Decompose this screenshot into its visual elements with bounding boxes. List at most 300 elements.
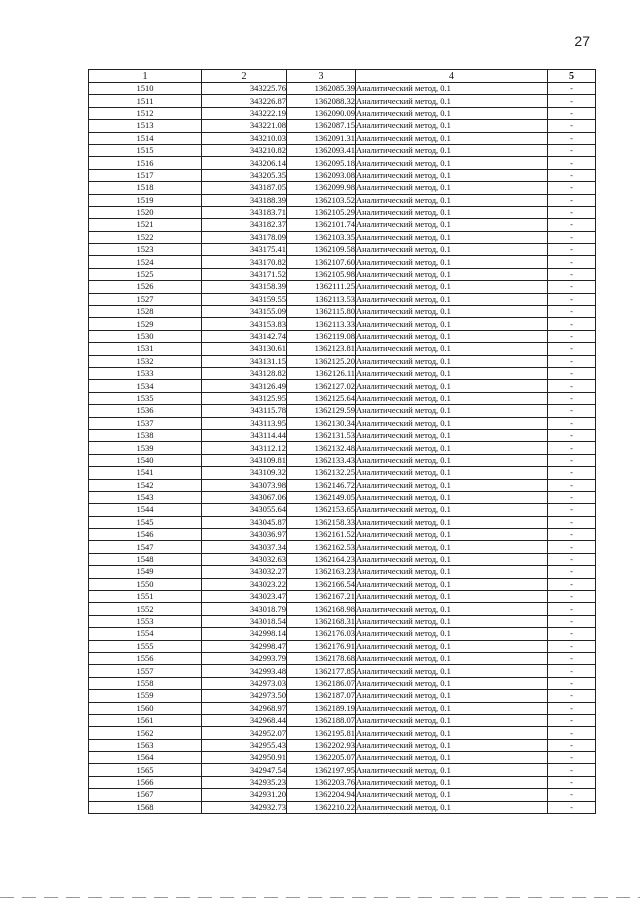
cell-point-number: 1564 — [89, 752, 202, 764]
cell-point-number: 1516 — [89, 157, 202, 169]
cell-coord-x: 343205.35 — [202, 169, 287, 181]
table-row — [89, 739, 596, 751]
cell-method: Аналитический метод, 0.1 — [356, 516, 548, 528]
cell-method: Аналитический метод, 0.1 — [356, 504, 548, 516]
cell-coord-x: 343171.52 — [202, 268, 287, 280]
cell-coord-y: 1362113.53 — [287, 293, 356, 305]
cell-note: - — [548, 306, 596, 318]
table-row — [89, 256, 596, 268]
table-row — [89, 553, 596, 565]
cell-note: - — [548, 566, 596, 578]
cell-method: Аналитический метод, 0.1 — [356, 652, 548, 664]
table-row — [89, 442, 596, 454]
cell-method: Аналитический метод, 0.1 — [356, 467, 548, 479]
cell-method: Аналитический метод, 0.1 — [356, 628, 548, 640]
cell-note: - — [548, 467, 596, 479]
cell-point-number: 1522 — [89, 231, 202, 243]
cell-coord-x: 343128.82 — [202, 367, 287, 379]
cell-method: Аналитический метод, 0.1 — [356, 752, 548, 764]
cell-coord-x: 343018.54 — [202, 615, 287, 627]
cell-coord-y: 1362204.94 — [287, 789, 356, 801]
table-row — [89, 330, 596, 342]
table-row — [89, 244, 596, 256]
cell-coord-y: 1362087.15 — [287, 120, 356, 132]
cell-coord-x: 343206.14 — [202, 157, 287, 169]
cell-coord-x: 342998.47 — [202, 640, 287, 652]
table-row — [89, 83, 596, 95]
cell-coord-x: 343073.98 — [202, 479, 287, 491]
cell-note: - — [548, 491, 596, 503]
coordinates-table — [88, 69, 596, 814]
cell-method: Аналитический метод, 0.1 — [356, 330, 548, 342]
cell-coord-x: 343182.37 — [202, 219, 287, 231]
table-row — [89, 194, 596, 206]
cell-note: - — [548, 429, 596, 441]
cell-method: Аналитический метод, 0.1 — [356, 789, 548, 801]
cell-point-number: 1515 — [89, 144, 202, 156]
cell-method: Аналитический метод, 0.1 — [356, 132, 548, 144]
cell-coord-y: 1362130.34 — [287, 417, 356, 429]
cell-note: - — [548, 615, 596, 627]
cell-coord-x: 343032.27 — [202, 566, 287, 578]
cell-point-number: 1519 — [89, 194, 202, 206]
cell-coord-x: 343114.44 — [202, 429, 287, 441]
cell-point-number: 1531 — [89, 343, 202, 355]
cell-coord-y: 1362127.02 — [287, 380, 356, 392]
cell-method: Аналитический метод, 0.1 — [356, 182, 548, 194]
table-row — [89, 640, 596, 652]
cell-method: Аналитический метод, 0.1 — [356, 318, 548, 330]
cell-point-number: 1511 — [89, 95, 202, 107]
cell-note: - — [548, 479, 596, 491]
cell-coord-y: 1362176.91 — [287, 640, 356, 652]
cell-method: Аналитический метод, 0.1 — [356, 194, 548, 206]
table-row — [89, 144, 596, 156]
cell-method: Аналитический метод, 0.1 — [356, 231, 548, 243]
cell-point-number: 1559 — [89, 690, 202, 702]
cell-coord-x: 342950.91 — [202, 752, 287, 764]
table-row — [89, 206, 596, 218]
cell-method: Аналитический метод, 0.1 — [356, 776, 548, 788]
cell-method: Аналитический метод, 0.1 — [356, 578, 548, 590]
cell-note: - — [548, 591, 596, 603]
cell-point-number: 1551 — [89, 591, 202, 603]
cell-method: Аналитический метод, 0.1 — [356, 727, 548, 739]
cell-coord-x: 342952.07 — [202, 727, 287, 739]
cell-coord-y: 1362164.23 — [287, 553, 356, 565]
cell-note: - — [548, 405, 596, 417]
cell-point-number: 1536 — [89, 405, 202, 417]
cell-coord-y: 1362205.07 — [287, 752, 356, 764]
table-row — [89, 268, 596, 280]
cell-coord-y: 1362197.95 — [287, 764, 356, 776]
table-row — [89, 169, 596, 181]
cell-coord-y: 1362203.76 — [287, 776, 356, 788]
cell-coord-x: 343115.78 — [202, 405, 287, 417]
cell-coord-y: 1362186.07 — [287, 677, 356, 689]
cell-note: - — [548, 801, 596, 813]
cell-coord-x: 343067.06 — [202, 491, 287, 503]
cell-note: - — [548, 752, 596, 764]
cell-point-number: 1562 — [89, 727, 202, 739]
cell-coord-y: 1362178.68 — [287, 652, 356, 664]
cell-point-number: 1520 — [89, 206, 202, 218]
cell-point-number: 1538 — [89, 429, 202, 441]
cell-method: Аналитический метод, 0.1 — [356, 603, 548, 615]
table-row — [89, 479, 596, 491]
cell-note: - — [548, 652, 596, 664]
cell-point-number: 1547 — [89, 541, 202, 553]
cell-coord-y: 1362158.33 — [287, 516, 356, 528]
cell-point-number: 1526 — [89, 281, 202, 293]
cell-coord-y: 1362101.74 — [287, 219, 356, 231]
cell-coord-x: 343131.15 — [202, 355, 287, 367]
table-row — [89, 182, 596, 194]
cell-coord-y: 1362105.29 — [287, 206, 356, 218]
cell-coord-x: 343109.32 — [202, 467, 287, 479]
cell-point-number: 1561 — [89, 714, 202, 726]
cell-point-number: 1518 — [89, 182, 202, 194]
cell-point-number: 1512 — [89, 107, 202, 119]
cell-coord-y: 1362153.65 — [287, 504, 356, 516]
cell-coord-x: 343170.82 — [202, 256, 287, 268]
cell-point-number: 1528 — [89, 306, 202, 318]
cell-note: - — [548, 417, 596, 429]
cell-coord-y: 1362149.05 — [287, 491, 356, 503]
cell-coord-x: 343225.76 — [202, 83, 287, 95]
table-row — [89, 417, 596, 429]
cell-method: Аналитический метод, 0.1 — [356, 739, 548, 751]
cell-point-number: 1530 — [89, 330, 202, 342]
cell-coord-y: 1362195.81 — [287, 727, 356, 739]
cell-point-number: 1535 — [89, 392, 202, 404]
cell-method: Аналитический метод, 0.1 — [356, 640, 548, 652]
cell-coord-x: 342993.79 — [202, 652, 287, 664]
cell-note: - — [548, 107, 596, 119]
table-row — [89, 776, 596, 788]
cell-coord-y: 1362111.25 — [287, 281, 356, 293]
cell-coord-y: 1362103.52 — [287, 194, 356, 206]
cell-point-number: 1539 — [89, 442, 202, 454]
cell-point-number: 1560 — [89, 702, 202, 714]
cell-note: - — [548, 83, 596, 95]
cell-coord-y: 1362109.58 — [287, 244, 356, 256]
cell-method: Аналитический метод, 0.1 — [356, 566, 548, 578]
cell-coord-x: 343112.12 — [202, 442, 287, 454]
cell-note: - — [548, 764, 596, 776]
cell-point-number: 1545 — [89, 516, 202, 528]
table-row — [89, 529, 596, 541]
cell-method: Аналитический метод, 0.1 — [356, 169, 548, 181]
cell-method: Аналитический метод, 0.1 — [356, 491, 548, 503]
cell-coord-y: 1362167.21 — [287, 591, 356, 603]
cell-point-number: 1550 — [89, 578, 202, 590]
cell-note: - — [548, 553, 596, 565]
table-row — [89, 591, 596, 603]
cell-coord-x: 342968.97 — [202, 702, 287, 714]
cell-coord-y: 1362176.03 — [287, 628, 356, 640]
cell-coord-y: 1362163.23 — [287, 566, 356, 578]
cell-coord-x: 343045.87 — [202, 516, 287, 528]
cell-method: Аналитический метод, 0.1 — [356, 714, 548, 726]
cell-note: - — [548, 268, 596, 280]
table-row — [89, 120, 596, 132]
cell-coord-x: 342998.14 — [202, 628, 287, 640]
cell-coord-y: 1362146.72 — [287, 479, 356, 491]
cell-note: - — [548, 541, 596, 553]
cell-coord-x: 343153.83 — [202, 318, 287, 330]
cell-coord-y: 1362095.18 — [287, 157, 356, 169]
cell-point-number: 1510 — [89, 83, 202, 95]
cell-note: - — [548, 132, 596, 144]
cell-method: Аналитический метод, 0.1 — [356, 244, 548, 256]
table-row — [89, 467, 596, 479]
cell-note: - — [548, 157, 596, 169]
header-col-4: 4 — [356, 70, 548, 83]
cell-note: - — [548, 194, 596, 206]
cell-coord-x: 343159.55 — [202, 293, 287, 305]
cell-note: - — [548, 281, 596, 293]
table-row — [89, 429, 596, 441]
footer-line — [0, 897, 640, 898]
cell-point-number: 1537 — [89, 417, 202, 429]
cell-point-number: 1527 — [89, 293, 202, 305]
cell-coord-x: 342973.50 — [202, 690, 287, 702]
cell-method: Аналитический метод, 0.1 — [356, 157, 548, 169]
cell-coord-y: 1362202.93 — [287, 739, 356, 751]
cell-note: - — [548, 231, 596, 243]
cell-coord-y: 1362132.25 — [287, 467, 356, 479]
cell-method: Аналитический метод, 0.1 — [356, 529, 548, 541]
cell-coord-x: 343183.71 — [202, 206, 287, 218]
cell-point-number: 1524 — [89, 256, 202, 268]
cell-point-number: 1549 — [89, 566, 202, 578]
cell-point-number: 1541 — [89, 467, 202, 479]
cell-coord-x: 343226.87 — [202, 95, 287, 107]
cell-note: - — [548, 504, 596, 516]
cell-note: - — [548, 702, 596, 714]
table-row — [89, 789, 596, 801]
table-row — [89, 231, 596, 243]
cell-coord-y: 1362168.98 — [287, 603, 356, 615]
cell-coord-y: 1362091.31 — [287, 132, 356, 144]
table-row — [89, 281, 596, 293]
cell-method: Аналитический метод, 0.1 — [356, 293, 548, 305]
cell-coord-y: 1362189.19 — [287, 702, 356, 714]
cell-point-number: 1552 — [89, 603, 202, 615]
cell-point-number: 1542 — [89, 479, 202, 491]
cell-coord-y: 1362115.80 — [287, 306, 356, 318]
cell-note: - — [548, 578, 596, 590]
cell-coord-x: 343178.09 — [202, 231, 287, 243]
cell-note: - — [548, 244, 596, 256]
cell-point-number: 1533 — [89, 367, 202, 379]
table-row — [89, 367, 596, 379]
cell-coord-y: 1362210.22 — [287, 801, 356, 813]
cell-point-number: 1568 — [89, 801, 202, 813]
table-row — [89, 392, 596, 404]
cell-coord-x: 343222.19 — [202, 107, 287, 119]
cell-point-number: 1556 — [89, 652, 202, 664]
cell-method: Аналитический метод, 0.1 — [356, 454, 548, 466]
cell-coord-x: 343109.81 — [202, 454, 287, 466]
cell-coord-y: 1362126.11 — [287, 367, 356, 379]
cell-note: - — [548, 665, 596, 677]
cell-point-number: 1514 — [89, 132, 202, 144]
cell-note: - — [548, 603, 596, 615]
cell-coord-x: 343130.61 — [202, 343, 287, 355]
table-header-row — [89, 70, 596, 83]
cell-coord-x: 343023.47 — [202, 591, 287, 603]
cell-point-number: 1521 — [89, 219, 202, 231]
cell-coord-x: 343113.95 — [202, 417, 287, 429]
table-row — [89, 714, 596, 726]
cell-method: Аналитический метод, 0.1 — [356, 367, 548, 379]
table-row — [89, 380, 596, 392]
cell-coord-x: 342931.20 — [202, 789, 287, 801]
cell-coord-x: 343187.05 — [202, 182, 287, 194]
cell-note: - — [548, 677, 596, 689]
cell-method: Аналитический метод, 0.1 — [356, 380, 548, 392]
cell-note: - — [548, 516, 596, 528]
cell-method: Аналитический метод, 0.1 — [356, 591, 548, 603]
cell-point-number: 1544 — [89, 504, 202, 516]
cell-coord-y: 1362168.31 — [287, 615, 356, 627]
cell-point-number: 1567 — [89, 789, 202, 801]
cell-coord-y: 1362099.98 — [287, 182, 356, 194]
table-row — [89, 343, 596, 355]
cell-method: Аналитический метод, 0.1 — [356, 144, 548, 156]
cell-method: Аналитический метод, 0.1 — [356, 702, 548, 714]
cell-coord-y: 1362161.52 — [287, 529, 356, 541]
cell-note: - — [548, 392, 596, 404]
cell-coord-x: 342932.73 — [202, 801, 287, 813]
cell-method: Аналитический метод, 0.1 — [356, 392, 548, 404]
cell-note: - — [548, 182, 596, 194]
cell-coord-y: 1362119.08 — [287, 330, 356, 342]
cell-note: - — [548, 206, 596, 218]
table-row — [89, 541, 596, 553]
cell-coord-y: 1362093.08 — [287, 169, 356, 181]
cell-coord-y: 1362113.33 — [287, 318, 356, 330]
cell-point-number: 1548 — [89, 553, 202, 565]
cell-coord-y: 1362162.53 — [287, 541, 356, 553]
table-row — [89, 615, 596, 627]
table-row — [89, 219, 596, 231]
cell-method: Аналитический метод, 0.1 — [356, 206, 548, 218]
cell-point-number: 1534 — [89, 380, 202, 392]
table-row — [89, 677, 596, 689]
cell-note: - — [548, 690, 596, 702]
cell-coord-x: 343142.74 — [202, 330, 287, 342]
cell-method: Аналитический метод, 0.1 — [356, 429, 548, 441]
page-number: 27 — [574, 33, 590, 49]
cell-coord-x: 343036.97 — [202, 529, 287, 541]
cell-note: - — [548, 219, 596, 231]
table-row — [89, 454, 596, 466]
cell-method: Аналитический метод, 0.1 — [356, 281, 548, 293]
cell-note: - — [548, 529, 596, 541]
cell-coord-x: 343125.95 — [202, 392, 287, 404]
cell-method: Аналитический метод, 0.1 — [356, 801, 548, 813]
header-col-1: 1 — [89, 70, 202, 83]
cell-coord-x: 343210.03 — [202, 132, 287, 144]
cell-method: Аналитический метод, 0.1 — [356, 479, 548, 491]
table-row — [89, 702, 596, 714]
cell-coord-y: 1362129.59 — [287, 405, 356, 417]
cell-coord-x: 342947.54 — [202, 764, 287, 776]
cell-coord-y: 1362107.60 — [287, 256, 356, 268]
cell-note: - — [548, 318, 596, 330]
cell-method: Аналитический метод, 0.1 — [356, 355, 548, 367]
cell-note: - — [548, 789, 596, 801]
cell-coord-x: 342935.23 — [202, 776, 287, 788]
cell-coord-x: 342973.03 — [202, 677, 287, 689]
cell-coord-y: 1362105.98 — [287, 268, 356, 280]
cell-method: Аналитический метод, 0.1 — [356, 677, 548, 689]
cell-coord-x: 342968.44 — [202, 714, 287, 726]
cell-point-number: 1558 — [89, 677, 202, 689]
cell-method: Аналитический метод, 0.1 — [356, 95, 548, 107]
table-row — [89, 491, 596, 503]
cell-coord-x: 343055.64 — [202, 504, 287, 516]
cell-coord-x: 343126.49 — [202, 380, 287, 392]
cell-note: - — [548, 776, 596, 788]
table-row — [89, 95, 596, 107]
cell-note: - — [548, 169, 596, 181]
cell-coord-x: 343175.41 — [202, 244, 287, 256]
cell-method: Аналитический метод, 0.1 — [356, 541, 548, 553]
cell-point-number: 1565 — [89, 764, 202, 776]
cell-coord-x: 342993.48 — [202, 665, 287, 677]
cell-method: Аналитический метод, 0.1 — [356, 442, 548, 454]
cell-point-number: 1532 — [89, 355, 202, 367]
cell-note: - — [548, 727, 596, 739]
cell-note: - — [548, 640, 596, 652]
table-row — [89, 355, 596, 367]
table-row — [89, 578, 596, 590]
cell-note: - — [548, 355, 596, 367]
table-row — [89, 752, 596, 764]
header-col-2: 2 — [202, 70, 287, 83]
cell-coord-y: 1362123.81 — [287, 343, 356, 355]
cell-method: Аналитический метод, 0.1 — [356, 306, 548, 318]
table-row — [89, 293, 596, 305]
cell-note: - — [548, 714, 596, 726]
cell-coord-y: 1362187.07 — [287, 690, 356, 702]
cell-point-number: 1555 — [89, 640, 202, 652]
table-row — [89, 665, 596, 677]
cell-note: - — [548, 95, 596, 107]
cell-note: - — [548, 120, 596, 132]
cell-note: - — [548, 256, 596, 268]
table-row — [89, 628, 596, 640]
cell-method: Аналитический метод, 0.1 — [356, 665, 548, 677]
cell-coord-y: 1362131.53 — [287, 429, 356, 441]
cell-note: - — [548, 628, 596, 640]
table-row — [89, 157, 596, 169]
cell-point-number: 1557 — [89, 665, 202, 677]
cell-note: - — [548, 144, 596, 156]
cell-point-number: 1540 — [89, 454, 202, 466]
table-row — [89, 566, 596, 578]
cell-coord-y: 1362132.48 — [287, 442, 356, 454]
cell-coord-y: 1362125.20 — [287, 355, 356, 367]
cell-coord-x: 343155.09 — [202, 306, 287, 318]
cell-method: Аналитический метод, 0.1 — [356, 553, 548, 565]
cell-coord-x: 343032.63 — [202, 553, 287, 565]
table-row — [89, 405, 596, 417]
